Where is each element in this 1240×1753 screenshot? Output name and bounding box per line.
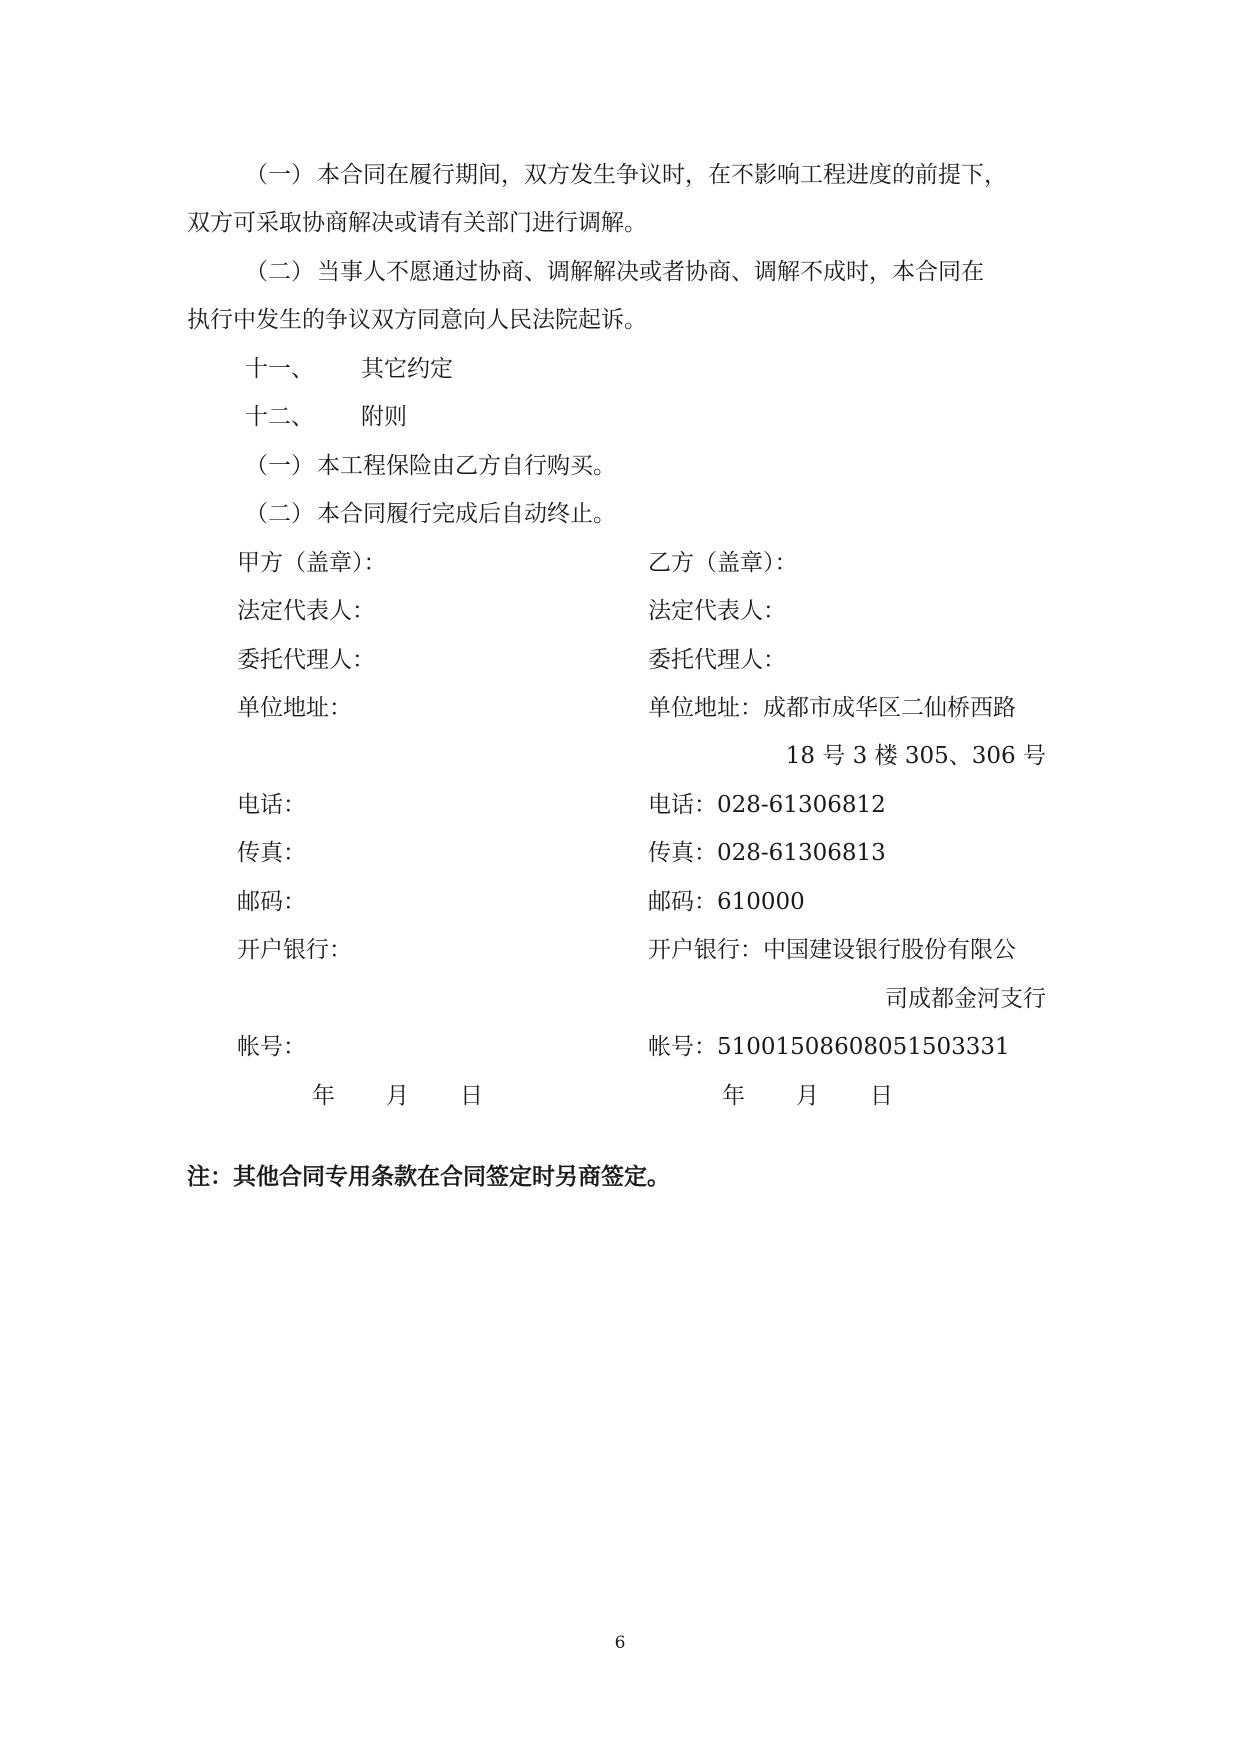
party-b-seal: 乙方（盖章）：: [648, 550, 798, 576]
article-12-item-1: [245, 451, 616, 481]
party-a-account: 帐号：: [237, 1034, 306, 1060]
article-12-item-1-text: 本工程保险由乙方自行购买。: [317, 453, 616, 479]
party-b-account: 帐号：51001508608051503331: [648, 1034, 1010, 1060]
party-a-date-year: 年: [312, 1083, 335, 1109]
party-a-fax: 传真：: [237, 840, 306, 866]
dispute-item-2-line-1: [245, 257, 984, 287]
party-b-fax: 传真：028-61306813: [648, 840, 886, 866]
party-b-bank-line-1: 开户银行：中国建设银行股份有限公: [648, 937, 1016, 963]
party-b-address-line-1: 单位地址：成都市成华区二仙桥西路: [648, 695, 1016, 721]
article-11-heading: [245, 354, 453, 384]
contract-note: 注：其他合同专用条款在合同签定时另商签定。: [187, 1163, 670, 1190]
dispute-item-2-text: 当事人不愿通过协商、调解解决或者协商、调解不成时，本合同在: [317, 259, 984, 285]
article-12-heading: [245, 402, 407, 432]
article-12-item-2-marker: （二）: [245, 501, 314, 527]
party-b-phone: 电话：028-61306812: [648, 792, 886, 818]
article-12-item-2: [245, 499, 616, 529]
dispute-item-1-marker: （一）: [245, 162, 314, 188]
party-b-date: [722, 1081, 893, 1111]
article-12-title: 附则: [361, 404, 407, 430]
article-12-item-1-marker: （一）: [245, 453, 314, 479]
party-b-address-line-2: 18 号 3 楼 305、306 号: [785, 743, 1046, 769]
dispute-item-1-line-2: 双方可采取协商解决或请有关部门进行调解。: [187, 210, 647, 236]
party-a-date-day: 日: [460, 1083, 483, 1109]
party-a-address: 单位地址：: [237, 695, 352, 721]
party-b-date-month: 月: [796, 1083, 819, 1109]
party-a-agent: 委托代理人：: [237, 647, 375, 673]
dispute-item-2-line-2: 执行中发生的争议双方同意向人民法院起诉。: [187, 307, 647, 333]
dispute-item-2-marker: （二）: [245, 259, 314, 285]
party-a-bank: 开户银行：: [237, 937, 352, 963]
party-b-postcode: 邮码：610000: [648, 889, 805, 915]
article-12-number: 十二、: [245, 404, 314, 430]
party-b-date-day: 日: [870, 1083, 893, 1109]
article-11-title: 其它约定: [361, 356, 453, 382]
article-12-item-2-text: 本合同履行完成后自动终止。: [317, 501, 616, 527]
article-11-number: 十一、: [245, 356, 314, 382]
party-a-phone: 电话：: [237, 792, 306, 818]
party-b-agent: 委托代理人：: [648, 647, 786, 673]
party-a-seal: 甲方（盖章）：: [237, 550, 387, 576]
dispute-item-1-text: 本合同在履行期间，双方发生争议时，在不影响工程进度的前提下，: [317, 162, 1007, 188]
party-b-legal-rep: 法定代表人：: [648, 598, 786, 624]
party-a-date-month: 月: [386, 1083, 409, 1109]
party-a-date: [312, 1081, 483, 1111]
dispute-item-1-line-1: [245, 160, 1007, 190]
party-a-postcode: 邮码：: [237, 889, 306, 915]
party-a-legal-rep: 法定代表人：: [237, 598, 375, 624]
party-b-bank-line-2: 司成都金河支行: [885, 986, 1046, 1012]
party-b-date-year: 年: [722, 1083, 745, 1109]
page-number: 6: [614, 1633, 626, 1653]
